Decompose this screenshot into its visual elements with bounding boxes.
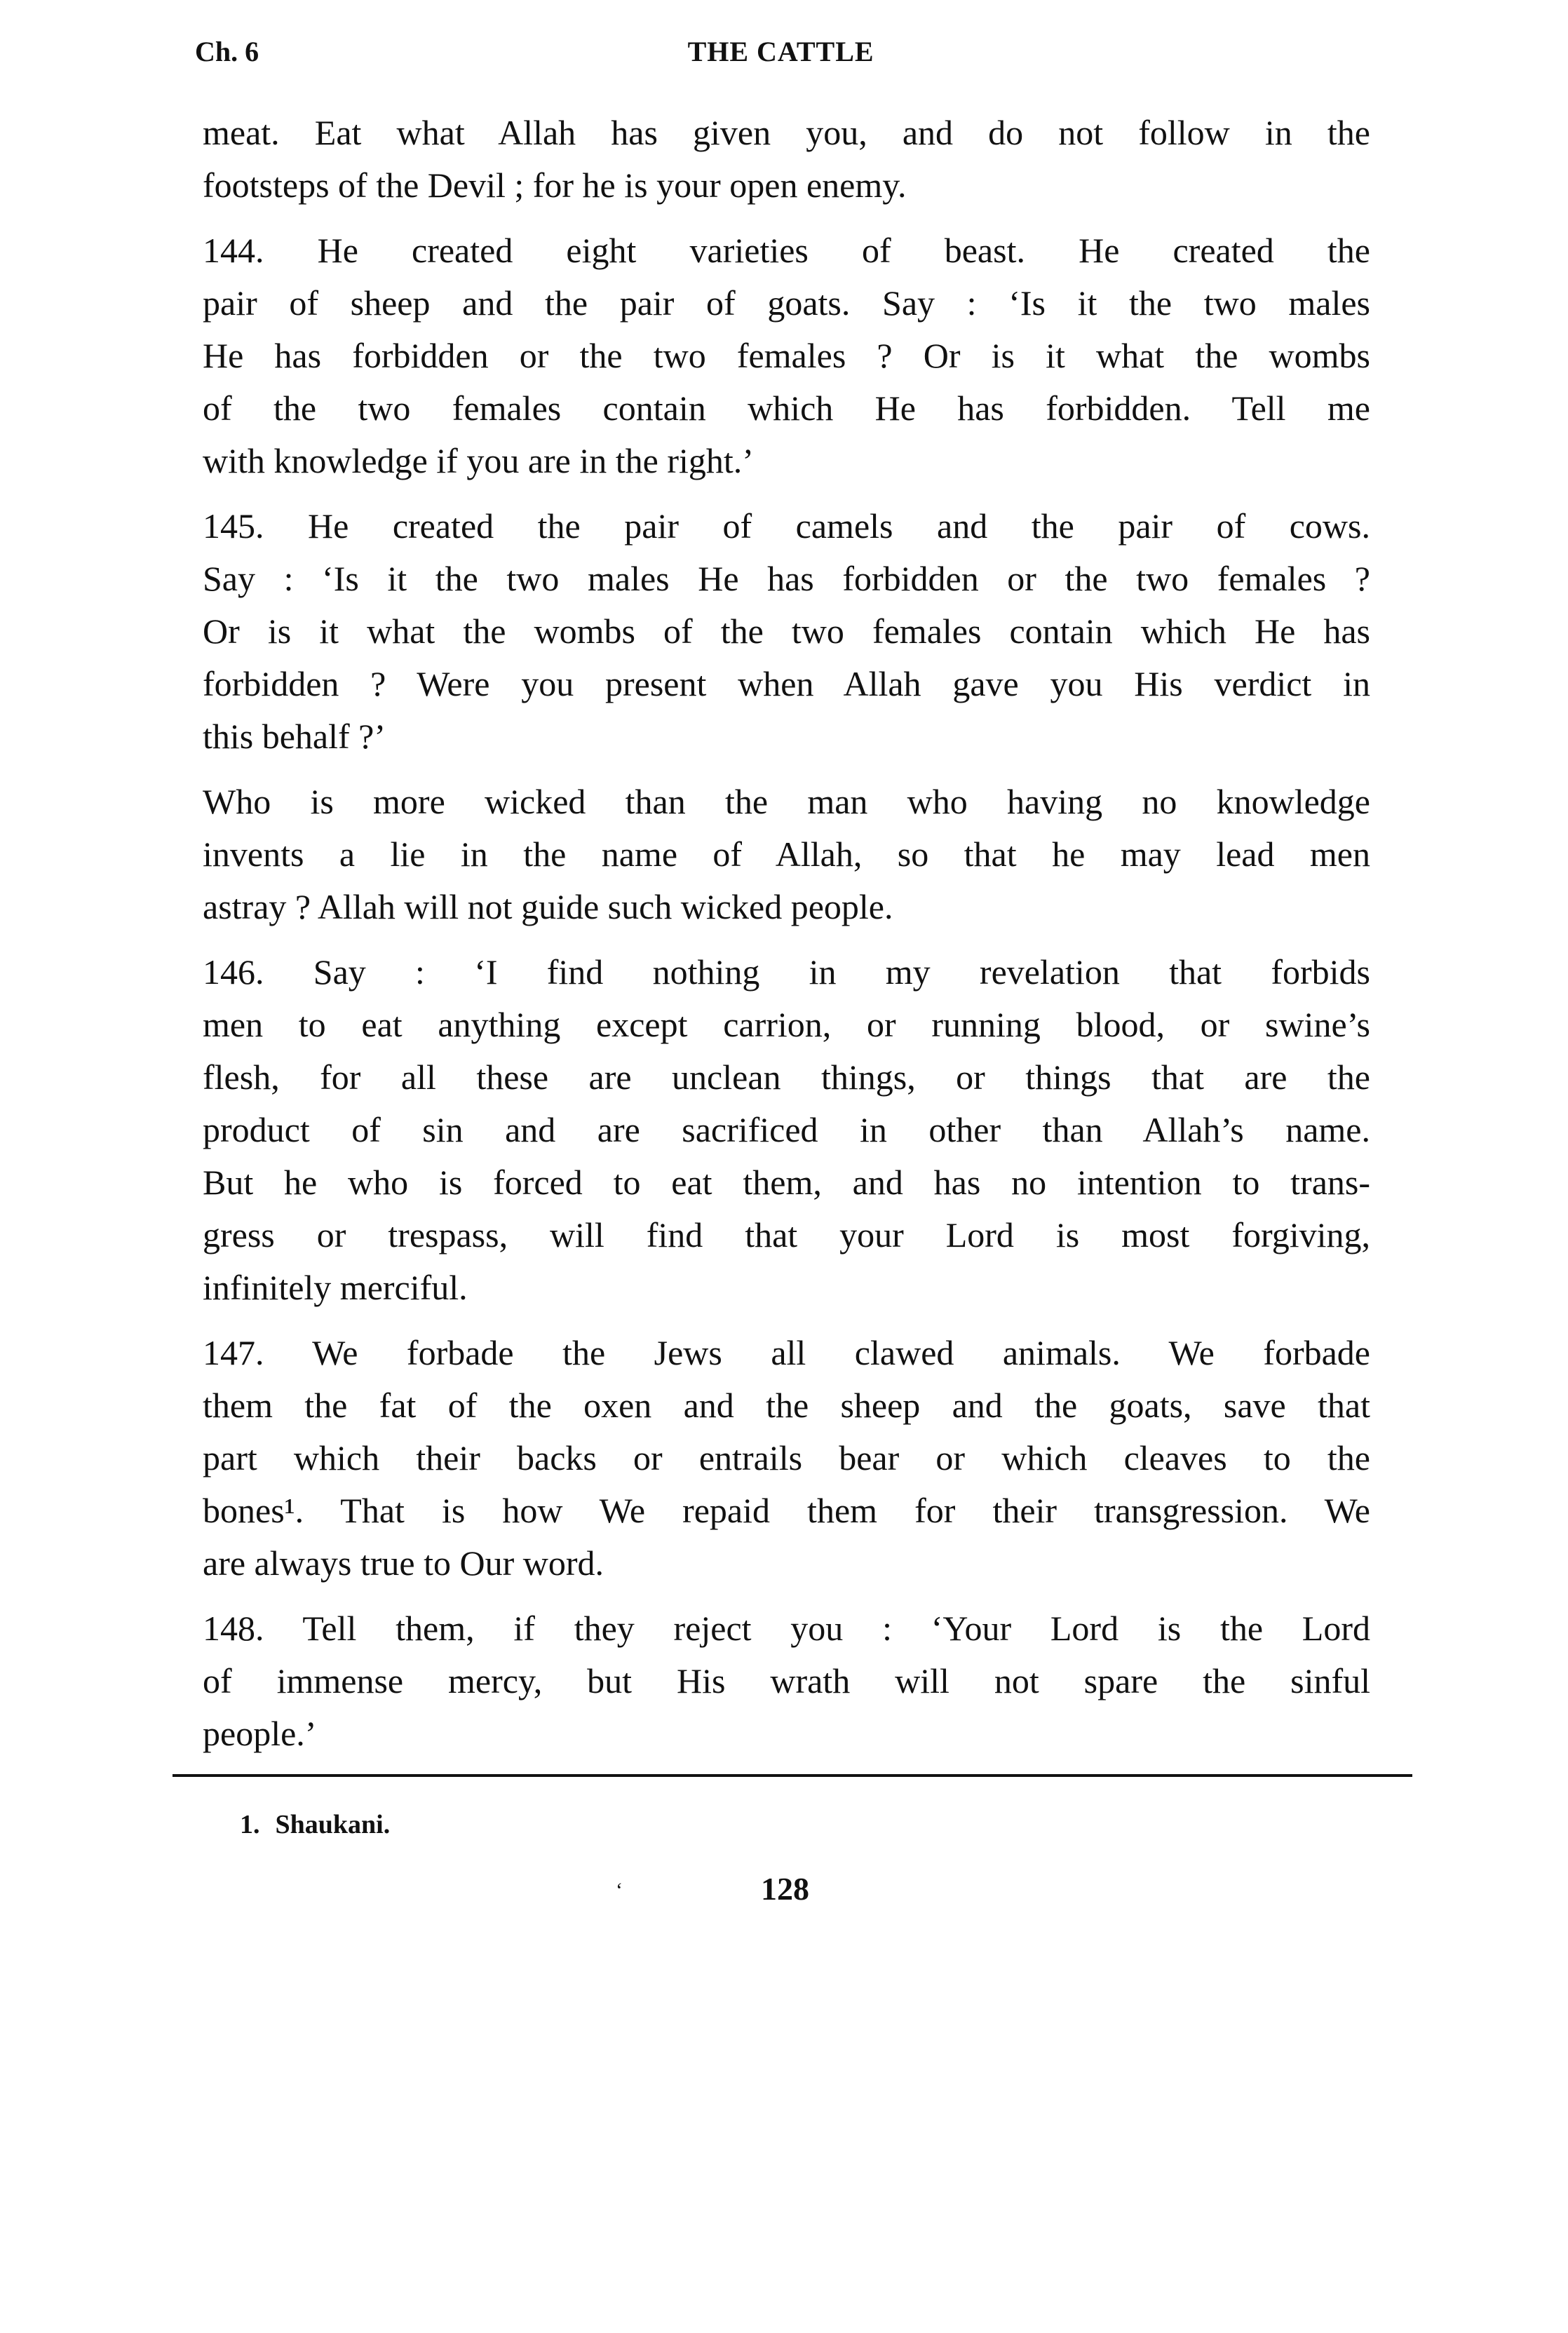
footnote-text: Shaukani.: [275, 1810, 391, 1839]
text-line: Who is more wicked than the man who having no knowledge: [203, 782, 1370, 821]
paragraph: [203, 224, 1370, 487]
text-line: Say : ‘Is it the two males He has forbidden or the two females ?: [203, 559, 1370, 598]
text-line: pair of sheep and the pair of goats. Say : ‘Is it the two males: [203, 283, 1370, 323]
text-line: astray ? Allah will not guide such wicked people.: [203, 887, 893, 926]
text-line: this behalf ?’: [203, 717, 386, 756]
text-line: bones¹. That is how We repaid them for their transgression. We: [203, 1491, 1370, 1530]
footnote-number: 1.: [240, 1810, 260, 1839]
text-line: of immense mercy, but His wrath will not spare the sinful: [203, 1661, 1370, 1700]
chapter-label: Ch. 6: [195, 36, 259, 67]
paragraph: [203, 776, 1370, 933]
footnote: [240, 1808, 1370, 1841]
text-line: product of sin and are sacrificed in other than Allah’s name.: [203, 1110, 1370, 1149]
page-content: [203, 107, 1370, 1912]
body-text: [203, 107, 1370, 1760]
footnote-divider: [173, 1774, 1412, 1777]
text-line: flesh, for all these are unclean things, or things that are the: [203, 1057, 1370, 1097]
text-line: 144. He created eight varieties of beast. He created the: [203, 231, 1370, 270]
text-line: footsteps of the Devil ; for he is your open enemy.: [203, 165, 907, 205]
text-line: 147. We forbade the Jews all clawed animals. We forbade: [203, 1333, 1370, 1372]
text-line: Or is it what the wombs of the two females contain which He has: [203, 611, 1370, 651]
text-line: part which their backs or entrails bear or which cleaves to the: [203, 1438, 1370, 1477]
text-line: meat. Eat what Allah has given you, and do not follow in the: [203, 113, 1370, 152]
text-line: people.’: [203, 1714, 317, 1753]
paragraph: [203, 946, 1370, 1314]
text-line: 148. Tell them, if they reject you : ‘Your Lord is the Lord: [203, 1609, 1370, 1648]
text-line: men to eat anything except carrion, or running blood, or swine’s: [203, 1005, 1370, 1044]
paragraph: [203, 1602, 1370, 1760]
page-footer: [203, 1869, 1370, 1912]
page-mark: ʻ: [616, 1879, 623, 1902]
chapter-title: THE CATTLE: [687, 36, 874, 67]
text-line: infinitely merciful.: [203, 1268, 468, 1307]
paragraph: [203, 1327, 1370, 1590]
text-line: 145. He created the pair of camels and the pair of cows.: [203, 506, 1370, 546]
text-line: He has forbidden or the two females ? Or is it what the wombs: [203, 336, 1370, 375]
text-line: with knowledge if you are in the right.’: [203, 441, 754, 480]
text-line: of the two females contain which He has forbidden. Tell me: [203, 388, 1370, 428]
page-number: 128: [761, 1871, 809, 1907]
text-line: 146. Say : ‘I find nothing in my revelation that forbids: [203, 952, 1370, 992]
text-line: forbidden ? Were you present when Allah gave you His verdict in: [203, 664, 1370, 703]
text-line: are always true to Our word.: [203, 1543, 604, 1583]
text-line: But he who is forced to eat them, and has no intention to trans-: [203, 1163, 1370, 1202]
text-line: gress or trespass, will find that your Lord is most forgiving,: [203, 1215, 1370, 1255]
running-header: [195, 35, 1380, 77]
paragraph: [203, 500, 1370, 763]
paragraph: [203, 107, 1370, 212]
text-line: invents a lie in the name of Allah, so that he may lead men: [203, 834, 1370, 874]
text-line: them the fat of the oxen and the sheep and the goats, save that: [203, 1386, 1370, 1425]
